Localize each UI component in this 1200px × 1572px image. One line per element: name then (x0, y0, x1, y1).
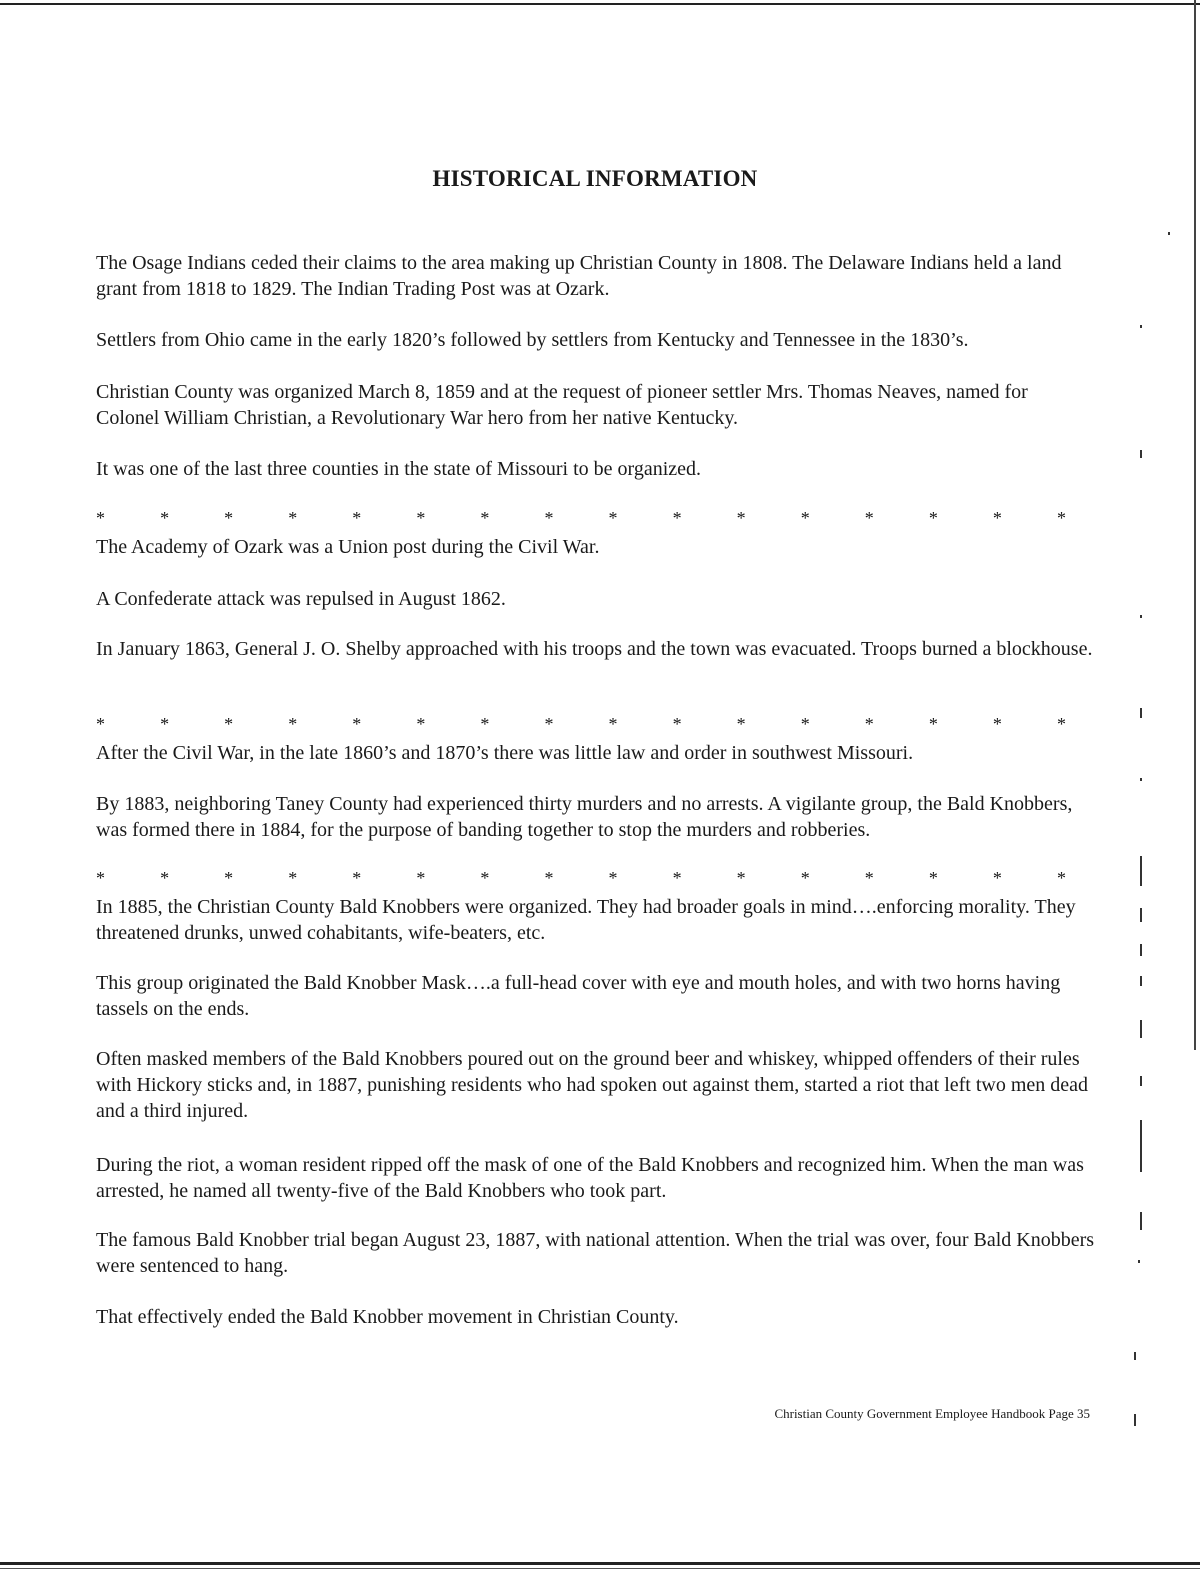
paragraph-1885: In 1885, the Christian County Bald Knobbers were organized. They had broader goals in mind….enforcing morality. They threatened drunks, unwed cohabitants, wife-beaters, etc. (96, 896, 1076, 944)
star: * (480, 868, 490, 888)
star: * (96, 868, 105, 888)
scan-speck (1140, 1076, 1142, 1086)
star: * (992, 508, 1002, 528)
star: * (864, 714, 874, 734)
paragraph-organized: Christian County was organized March 8, 1859 and at the request of pioneer settler Mrs. Thomas Neaves, named for Colonel William Christian, a Revolutionary War hero from her native Kentucky. (96, 381, 1028, 429)
star: * (672, 508, 682, 528)
star: * (608, 714, 618, 734)
paragraph-taney: By 1883, neighboring Taney County had experienced thirty murders and no arrests. A vigilante group, the Bald Knobbers, was formed there in 1884, for the purpose of banding together to stop the murders and robberies. (96, 793, 1073, 841)
right-page-edge (1194, 0, 1196, 1050)
star: * (96, 714, 105, 734)
star: * (864, 508, 874, 528)
page-footer: Christian County Government Employee Handbook Page 35 (774, 1406, 1090, 1421)
paragraph-after-war: After the Civil War, in the late 1860’s and 1870’s there was little law and order in southwest Missouri. (96, 742, 914, 764)
star: * (416, 508, 426, 528)
star: * (800, 868, 810, 888)
star: * (992, 868, 1002, 888)
star: * (608, 508, 618, 528)
star: * (544, 868, 554, 888)
star: * (288, 868, 298, 888)
paragraph-academy: The Academy of Ozark was a Union post during the Civil War. (96, 536, 600, 558)
page-title: HISTORICAL INFORMATION (432, 166, 758, 191)
scan-speck (1134, 1352, 1136, 1360)
scan-speck (1140, 1120, 1142, 1172)
scan-speck (1140, 615, 1142, 618)
scan-speck (1140, 1020, 1142, 1038)
star: * (736, 868, 746, 888)
paragraph-confederate: A Confederate attack was repulsed in August 1862. (96, 588, 506, 610)
star: * (416, 868, 426, 888)
star: * (160, 508, 170, 528)
paragraph-osage: The Osage Indians ceded their claims to the area making up Christian County in 1808. The Delaware Indians held a land grant from 1818 to 1829. The Indian Trading Post was at Ozark. (96, 252, 1062, 300)
star: * (352, 508, 362, 528)
star: * (96, 508, 105, 528)
star: * (672, 868, 682, 888)
scan-speck (1138, 1260, 1140, 1263)
scan-speck (1140, 325, 1142, 328)
paragraph-shelby: In January 1863, General J. O. Shelby approached with his troops and the town was evacuated. Troops burned a blockhouse. (96, 638, 1093, 660)
star: * (736, 714, 746, 734)
star: * (672, 714, 682, 734)
star: * (480, 508, 490, 528)
scan-speck (1134, 1414, 1136, 1426)
star: * (288, 508, 298, 528)
star: * (800, 508, 810, 528)
star: * (1056, 714, 1066, 734)
star: * (480, 714, 490, 734)
star: * (544, 714, 554, 734)
scan-speck (1140, 856, 1142, 886)
scan-speck (1140, 1212, 1142, 1230)
paragraph-riot: Often masked members of the Bald Knobbers poured out on the ground beer and whiskey, whipped offenders of their rules with Hickory sticks and, in 1887, punishing residents who had spoken out against them, started a riot that left two men dead and a third injured. (96, 1048, 1089, 1122)
star: * (224, 508, 234, 528)
scan-speck (1140, 944, 1142, 956)
star: * (1056, 508, 1066, 528)
scan-speck (1140, 908, 1142, 922)
star: * (160, 714, 170, 734)
star: * (928, 714, 938, 734)
star: * (928, 508, 938, 528)
scan-speck (1140, 778, 1142, 781)
star: * (608, 868, 618, 888)
scan-speck (1140, 976, 1142, 986)
paragraph-arrest: During the riot, a woman resident ripped off the mask of one of the Bald Knobbers and recognized him. When the man was arrested, he named all twenty-five of the Bald Knobbers who took part. (96, 1154, 1084, 1202)
star-separator-2 (96, 714, 1066, 734)
star: * (160, 868, 170, 888)
star: * (352, 868, 362, 888)
star: * (992, 714, 1002, 734)
scan-speck (1140, 708, 1142, 718)
paragraph-last-counties: It was one of the last three counties in the state of Missouri to be organized. (96, 458, 702, 480)
star-separator-3 (96, 868, 1066, 888)
paragraph-settlers: Settlers from Ohio came in the early 1820’s followed by settlers from Kentucky and Tennessee in the 1830’s. (96, 329, 969, 351)
star: * (352, 714, 362, 734)
star: * (864, 868, 874, 888)
star: * (736, 508, 746, 528)
star: * (224, 714, 234, 734)
star: * (928, 868, 938, 888)
star: * (1056, 868, 1066, 888)
bottom-rule (0, 1562, 1200, 1565)
paragraph-ended: That effectively ended the Bald Knobber movement in Christian County. (96, 1306, 679, 1328)
top-rule (0, 3, 1200, 5)
star: * (544, 508, 554, 528)
star: * (288, 714, 298, 734)
bottom-rule-secondary (0, 1568, 1200, 1569)
scan-speck (1140, 450, 1142, 458)
paragraph-trial: The famous Bald Knobber trial began August 23, 1887, with national attention. When the trial was over, four Bald Knobbers were sentenced to hang. (96, 1229, 1095, 1277)
scan-speck (1168, 232, 1170, 235)
star-separator-1 (96, 508, 1066, 528)
star: * (224, 868, 234, 888)
star: * (416, 714, 426, 734)
paragraph-mask: This group originated the Bald Knobber Mask….a full-head cover with eye and mouth holes, and with two horns having tassels on the ends. (96, 972, 1061, 1020)
star: * (800, 714, 810, 734)
